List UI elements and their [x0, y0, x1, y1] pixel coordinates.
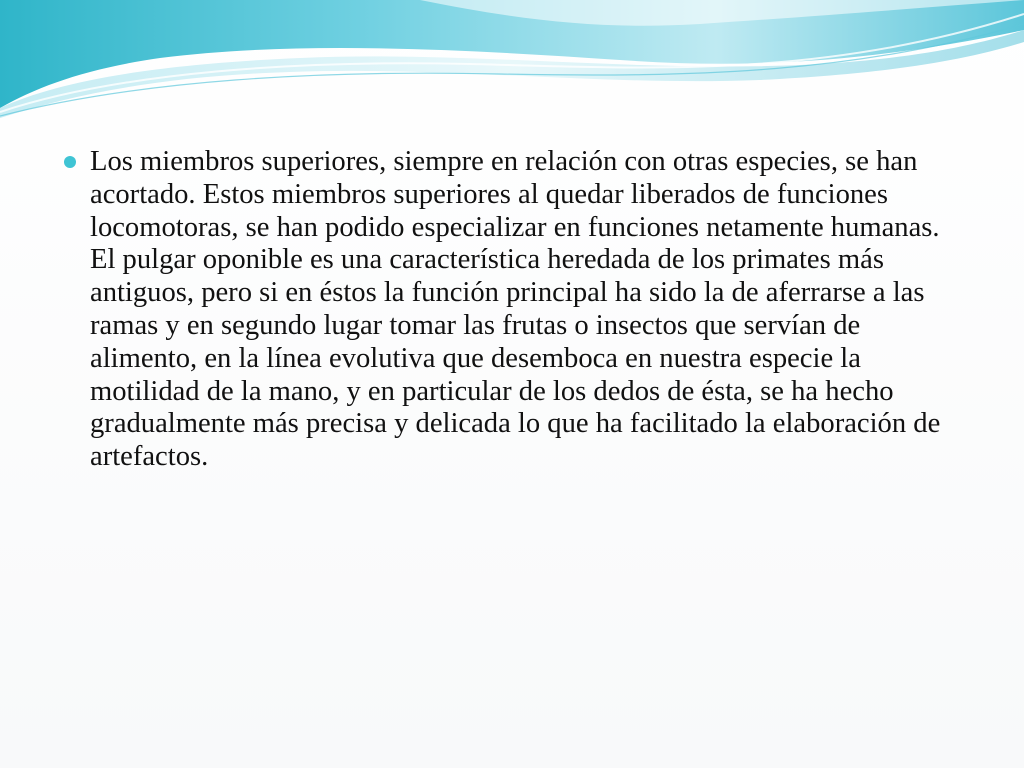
bullet-item: [62, 146, 962, 474]
header-wave-decoration: [0, 0, 1024, 120]
bullet-dot-icon: [64, 156, 76, 168]
slide-body: [62, 146, 962, 474]
bullet-text: Los miembros superiores, siempre en relación con otras especies, se han acortado. Estos miembros superiores al quedar liberados de funciones locomotoras, se han podido especializar en funciones netamente humanas. El pulgar oponible es una característica heredada de los primates más antiguos, pero si en éstos la función principal ha sido la de aferrarse a las ramas y en segundo lugar tomar las frutas o insectos que servían de alimento, en la línea evolutiva que desemboca en nuestra especie la motilidad de la mano, y en particular de los dedos de ésta, se ha hecho gradualmente más precisa y delicada lo que ha facilitado la elaboración de artefactos.: [90, 146, 941, 473]
